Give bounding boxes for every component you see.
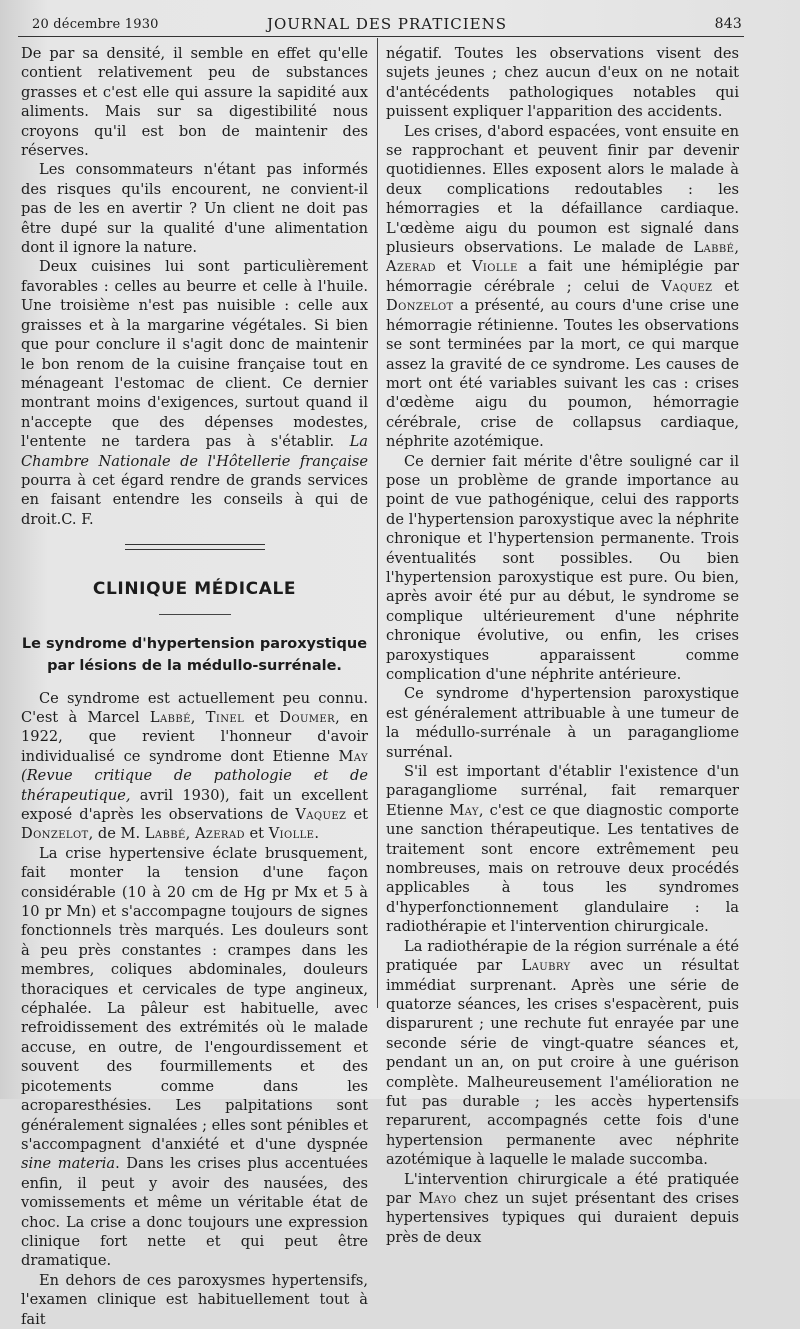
paragraph: Ce syndrome d'hypertension paroxystique est généralement attribuable à une tumeur de la médullo-surrénale à un paragangliome surrénal. (386, 685, 739, 761)
author-name: Labbé (144, 825, 186, 843)
paragraph (386, 1170, 739, 1248)
author-name: May (338, 747, 369, 765)
text-run: , (190, 708, 196, 726)
paragraph (386, 937, 739, 1170)
text-run: La crise hypertensive éclate brusquement, fait monter la tension d'une façon considérable (10 à 20 cm de Hg pr Mx et 5 à 10 pr Mn) et s'accompagne toujours de signes fonctionnels très marqués. Les douleurs sont à peu près constantes : crampes dans les membres, coliques abdominales, douleurs thoraciques et cervicales de type angineux, céphalée. La pâleur est habituelle, avec refroidissement des extrémités où le malade accuse, en outre, de l'engourdissement et souvent des fourmillements et des picotements comme dans les acroparesthésies. Les palpitations sont généralement signalées ; elles sont pénibles et s'accompagnent d'anxiété et d'une dyspnée (21, 844, 368, 1153)
text-run: a fait une hémiplégie par hémorragie cérébrale ; celui de (386, 258, 740, 295)
author-name: Vaquez (661, 277, 713, 295)
text-run: . (314, 825, 320, 843)
author-name: Violle (268, 825, 315, 843)
text-run: chez un sujet présentant des crises hypertensives typiques qui duraient depuis près de deux (386, 1189, 740, 1246)
text-run: . Dans les crises plus accentuées enfin, il peut y avoir des nausées, des vomissements et même un véritable état de choc. La crise a donc toujours une expression clinique fort nette et qui peut être dramatique. (21, 1155, 368, 1270)
paragraph: Ce dernier fait mérite d'être souligné car il pose un problème de grande importance au point de vue pathogénique, celui des rapports de l'hypertension paroxystique avec la néphrite chronique et l'hypertension permanente. Trois éventualités sont possibles. Ou bien l'hypertension paroxystique est pure. Ou bien, après avoir été pur au début, le syndrome se complique ultérieurement d'une néphrite chronique évolutive, ou enfin, les crises paroxystiques apparaissent comme complication d'une néphrite antérieure. (386, 452, 739, 683)
text-run: L'intervention chirurgicale a été pratiquée par (386, 1170, 739, 1207)
paragraph (386, 762, 739, 937)
text-run: et (353, 806, 368, 823)
text-run: a présenté, au cours d'une crise une hémorragie rétinienne. Toutes les observations se sont terminées par la mort, ce qui marque assez la gravité de ce syndrome. Les causes de mort ont été variables suivant les cas : crises d'œdème aigu du poumon, hémorragie cérébrale, crise de collapsus cardiaque, néphrite azotémique. (386, 297, 740, 451)
author-name: Azerad (194, 825, 245, 843)
text-run: Les crises, d'abord espacées, vont ensuite en se rapprochant et peuvent finir par devenir quotidiennes. Elles exposent alors le malade à deux complications redoutables : les hémorragies et la défaillance cardiaque. L'œdème aigu du poumon est signalé dans plusieurs observations. Le malade de (386, 122, 739, 257)
text-run: et (724, 277, 740, 295)
author-name: Azerad (386, 258, 436, 276)
section-title: CLINIQUE MÉDICALE (92, 579, 297, 600)
paragraph (386, 122, 739, 452)
text-run: S'il est important d'établir l'existence d'un paragangliome surrénal, fait remarquer Etienne (386, 763, 739, 819)
paragraph (21, 257, 368, 529)
author-name: Tinel (205, 708, 245, 726)
text-run: et (249, 825, 265, 843)
article-title-line-2: par lésions de la médullo-surrénale. (47, 657, 342, 674)
text-run: pourra à cet égard rendre de grands services en faisant entendre les conseils à qui de droit. (21, 471, 368, 528)
page-number: 843 (714, 16, 742, 32)
double-rule-separator (125, 544, 265, 550)
author-name: May (449, 801, 479, 819)
text-run: et (254, 708, 269, 726)
author-name: Labbé (693, 239, 735, 257)
column-divider (377, 38, 378, 1008)
author-name: Violle (471, 258, 518, 276)
author-name: Laubry (521, 957, 571, 975)
left-column (21, 44, 368, 1329)
text-run: , c'est ce que diagnostic comporte une sanction thérapeutique. Les tentatives de traitement sont encore extrêmement peu nombreuses, mais on retrouve deux procédés applicables à tous les syndromes d'hyperfonctionnement glandulaire : la radiothérapie et l'intervention chirurgicale. (386, 801, 739, 936)
author-name: Vaquez (295, 806, 347, 823)
author-name: Mayo (418, 1189, 457, 1207)
right-column (386, 44, 739, 1247)
paragraph: De par sa densité, il semble en effet qu'elle contient relativement peu de substances grasses et c'est elle qui assure la sapidité aux aliments. Mais sur sa digestibilité nous croyons qu'il est bon de maintenir des réserves. (21, 45, 368, 160)
text-run: , (185, 825, 191, 843)
text-run: La radiothérapie de la région surrénale a été pratiquée par (386, 937, 739, 975)
journal-title: JOURNAL DES PRATICIENS (266, 15, 508, 33)
author-name: Donzelot (386, 297, 454, 315)
text-run: avril 1930), fait un excellent exposé d'après les observations de (21, 786, 368, 823)
text-run: , en 1922, que revient l'honneur d'avoir individualisé ce syndrome dont Etienne (21, 708, 369, 765)
italic-run: La Chambre Nationale de l'Hôtellerie française (21, 433, 368, 470)
text-run: avec un résultat immédiat surprenant. Après une série de quatorze séances, les crises s'espacèrent, puis disparurent ; une rechute fut enrayée par une seconde série de vingt-quatre séances et, pendant un an, on put croire à une guérison complète. Malheureusement l'amélioration ne fut pas durable ; les accès hypertensifs reparurent, accompagnés cette fois d'une hypertension permanente avec néphrite azotémique à laquelle le malade succomba. (386, 957, 740, 1169)
author-name: Doumer (279, 708, 336, 726)
text-run: Deux cuisines lui sont particulièrement favorables : celles au beurre et celle à l'huile. Une troisième n'est pas nuisible : celle aux graisses et à la margarine végétales. Si bien que pour conclure il s'agit donc de maintenir le bon renom de la cuisine française tout en ménageant l'estomac de client. Ce dernier montrant moins d'exigences, surtout quand il n'accepte que des dépenses modestes, l'entente ne tardera pas à s'établir. (21, 258, 368, 451)
text-run: Ce syndrome est actuellement peu connu. C'est à Marcel (21, 689, 368, 726)
author-name: Labbé (149, 708, 191, 726)
italic-run: sine materia (21, 1155, 116, 1173)
article-title-line-1: Le syndrome d'hypertension paroxystique (21, 635, 368, 652)
text-run: , (734, 239, 739, 257)
paragraph: En dehors de ces paroxysmes hypertensifs, l'examen clinique est habituellement tout à fait (21, 1271, 368, 1328)
article-title (21, 633, 368, 677)
author-name: Donzelot (21, 825, 89, 843)
paragraph: Les consommateurs n'étant pas informés des risques qu'ils encourent, ne convient-il pas de les en avertir ? Un client ne doit pas être dupé sur la qualité d'une alimentation dont il ignore la nature. (21, 161, 368, 257)
section-rule (159, 614, 231, 615)
header-date: 20 décembre 1930 (32, 17, 159, 32)
header-rule (18, 36, 744, 37)
author-signature: C. F. (61, 510, 94, 528)
page-header (32, 14, 742, 36)
text-run: et (446, 258, 462, 276)
paragraph: négatif. Toutes les observations visent des sujets jeunes ; chez aucun d'eux on ne notait d'antécédents pathologiques notables qui puissent expliquer l'apparition des accidents. (386, 45, 739, 121)
text-run: , de M. (88, 825, 141, 843)
paragraph (21, 844, 368, 1271)
paragraph (21, 689, 368, 844)
journal-citation: (Revue critique de pathologie et de thérapeutique, (21, 767, 368, 804)
